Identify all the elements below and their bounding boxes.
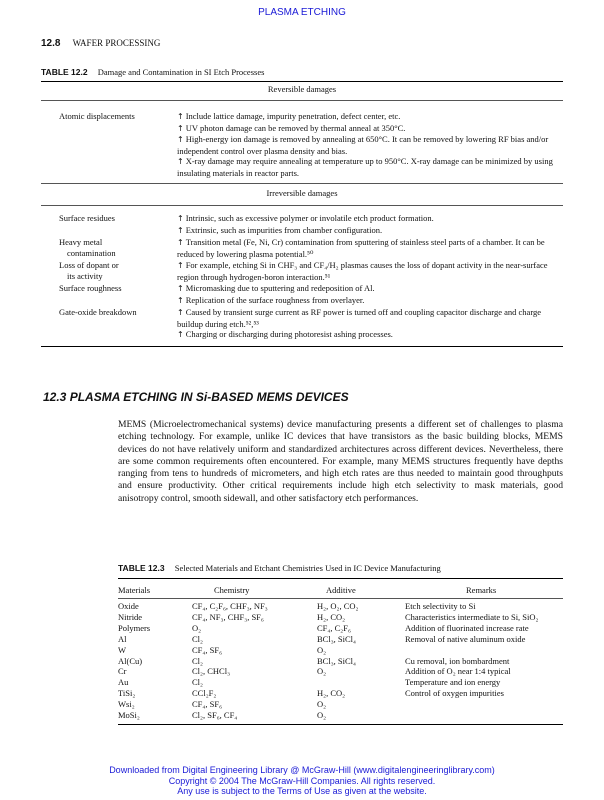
row-description [177,307,557,341]
description-item [177,307,557,329]
cell-additive: H₂, CO₂ [317,611,346,622]
description-text: Replication of the surface roughness from overlayer. [185,294,365,305]
row-label-line: Surface residues [59,213,115,223]
row-label-line: Atomic displacements [59,111,135,121]
cell-additive: O₂ [317,644,327,655]
cell-additive: CF₄, C₂F₆ [317,622,351,633]
cell-additive: O₂ [317,710,327,720]
up-arrow-icon: ↑ [177,135,184,144]
up-arrow-icon: ↑ [177,261,184,270]
cell-remarks: Removal of native aluminum oxide [405,633,526,644]
page-number: 12.8 [41,38,61,49]
description-item [177,295,557,307]
cell-chemistry: CF₄, NF₃, CHF₃, SF₆ [192,611,264,622]
cell-additive: H₂, CO₂ [317,688,346,699]
description-text: Caused by transient surge current as RF power is turned off and coupling capacitor discharge and charge buildup during etch.⁵²,⁵³ [177,307,542,329]
description-text: Include lattice damage, impurity penetration, defect center, etc. [185,111,401,121]
reversible-section-label: Reversible damages [267,84,337,94]
cell-chemistry: CF₄, SF₆ [192,644,223,655]
up-arrow-icon: ↑ [177,238,184,247]
cell-chemistry: CCl₂F₂ [192,688,217,699]
row-label-line: Loss of dopant or [59,260,119,270]
cell-remarks: Characteristics intermediate to Si, SiO₂ [405,611,539,622]
description-item [177,111,557,123]
cell-chemistry: Cl₂, SF₆, CF₄ [192,710,238,720]
table-12-2-label: TABLE 12.2 [41,67,88,77]
col-header-remarks: Remarks [466,585,497,595]
description-text: Micromasking due to sputtering and redeposition of Al. [185,283,375,293]
cell-chemistry: Cl₂, CHCl₃ [192,666,231,677]
footer-line-3: Any use is subject to the Terms of Use as given at the website. [177,786,427,796]
cell-chemistry: Cl₂ [192,677,203,688]
cell-material: Oxide [118,601,139,611]
cell-chemistry: CF₄, SF₆ [192,699,223,710]
description-text: Transition metal (Fe, Ni, Cr) contamination from sputtering of stainless steel parts of a chamber. It can be reduced by lowering plasma potential.⁵⁰ [177,237,545,259]
row-label-line: Gate-oxide breakdown [59,307,137,317]
section-rule [41,205,563,206]
table-3-bottom-rule [118,724,563,725]
table-12-2-caption [41,67,264,77]
cell-chemistry: Cl₂ [192,655,203,666]
page-banner: PLASMA ETCHING [258,7,346,18]
row-description [177,237,557,259]
cell-material: MoSi₂ [118,710,140,720]
cell-chemistry: CF₄, C₂F₆, CHF₃, NF₃ [192,601,268,611]
cell-material: TiSi₂ [118,688,136,699]
row-label [59,283,169,294]
cell-material: Cr [118,666,127,677]
description-text: For example, etching Si in CHF₃ and CF₄/H₂ plasmas causes the loss of dopant activity in the near-surface region through hydrogen-boron interaction.⁵¹ [177,260,548,282]
body-paragraph: MEMS (Microelectromechanical systems) device manufacturing presents a different set of challenges to plasma etching technology. For example, unlike IC devices that have transistors as the basic building blocks, MEMS devices do not have relatively uniform and standardized architectures across different devices. Nevertheless, there are some common requirements often encountered. For example, many MEMS structures frequently have depths ranging from tens to hundreds of micrometers, and high etch rates are thus needed to maintain good throughputs and ensure productivity. Other critical requirements include high etch selectivity to mask materials, good anisotropy control, smooth sidewall, and other satisfactory etch performances. [118,419,563,504]
footer-line-2: Copyright © 2004 The McGraw-Hill Companies. All rights reserved. [168,775,436,786]
description-item [177,260,557,282]
table-3-header-rule [118,598,563,599]
cell-chemistry: O₂ [192,622,202,633]
cell-remarks: Cu removal, ion bombardment [405,655,510,666]
description-item [177,213,557,225]
cell-material: W [118,644,127,655]
up-arrow-icon: ↑ [177,123,184,133]
row-label [59,111,169,122]
table-12-3-title: Selected Materials and Etchant Chemistries Used in IC Device Manufacturing [174,563,441,573]
cell-remarks: Addition of O₂ near 1:4 typical [405,666,511,677]
up-arrow-icon: ↑ [177,295,184,305]
description-text: Intrinsic, such as excessive polymer or involatile etch product formation. [185,213,434,223]
row-label [59,307,169,318]
col-header-chemistry: Chemistry [214,585,250,595]
description-item [177,237,557,259]
row-label [59,260,169,281]
row-label-line: contamination [67,247,116,258]
up-arrow-icon: ↑ [177,225,184,235]
section-heading: 12.3 PLASMA ETCHING IN Si-BASED MEMS DEVICES [43,390,349,404]
row-label-line: Heavy metal [59,237,103,247]
cell-additive: BCl₃, SiCl₄ [317,655,356,666]
section-rule [41,183,563,184]
cell-material: Nitride [118,611,143,622]
cell-material: Wsi₂ [118,699,135,710]
description-item [177,225,557,237]
description-text: Charging or discharging during photoresist ashing processes. [185,329,393,339]
up-arrow-icon: ↑ [177,330,184,339]
up-arrow-icon: ↑ [177,214,184,223]
cell-additive: H₂, O₂, CO₂ [317,601,359,611]
row-label [59,237,169,258]
col-header-additive: Additive [326,585,356,595]
cell-material: Al [118,633,127,644]
footer-line-1[interactable]: Downloaded from Digital Engineering Library @ McGraw-Hill (www.digitalengineeringlibrary.com) [109,765,495,775]
up-arrow-icon: ↑ [177,157,184,166]
col-header-materials: Materials [118,585,151,595]
description-item [177,283,557,295]
row-description [177,283,557,306]
row-description [177,213,557,236]
cell-additive: BCl₃, SiCl₄ [317,633,356,644]
section-rule [41,100,563,101]
description-text: X-ray damage may require annealing at temperature up to 950°C. X-ray damage can be minimized by using insulating materials in reactor parts. [177,156,553,178]
irreversible-section-header [41,188,563,202]
cell-remarks: Temperature and ion energy [405,677,501,688]
cell-additive: O₂ [317,699,327,710]
row-description [177,260,557,282]
up-arrow-icon: ↑ [177,112,184,121]
running-head [41,38,160,49]
download-footer [0,765,604,797]
row-label-line: its activity [67,270,103,281]
up-arrow-icon: ↑ [177,308,184,317]
cell-additive: O₂ [317,666,327,677]
cell-material: Al(Cu) [118,655,143,666]
row-description [177,111,557,178]
description-item [177,134,557,156]
description-item [177,329,557,341]
description-text: Extrinsic, such as impurities from chamber configuration. [185,224,383,235]
description-text: UV photon damage can be removed by thermal anneal at 350°C. [185,122,406,133]
table-bottom-rule [41,346,563,347]
row-label-line: Surface roughness [59,283,122,293]
table-12-2-title: Damage and Contamination in SI Etch Processes [97,67,265,77]
reversible-section-header [41,84,563,98]
irreversible-section-label: Irreversible damages [266,188,338,198]
table-3-top-rule [118,578,563,579]
table-top-rule [41,81,563,82]
cell-material: Polymers [118,622,151,633]
running-head-title: WAFER PROCESSING [72,38,161,48]
cell-material: Au [118,677,129,688]
description-item [177,156,557,178]
cell-remarks: Addition of fluorinated increase rate [405,622,529,633]
cell-remarks: Etch selectivity to Si [405,601,476,611]
row-label [59,213,169,224]
description-item [177,123,557,135]
up-arrow-icon: ↑ [177,284,184,293]
table-12-3-caption [118,563,441,573]
description-text: High-energy ion damage is removed by annealing at 650°C. It can be removed by lowering RF bias and/or independent control over plasma density and bias. [177,134,549,156]
table-12-3-label: TABLE 12.3 [118,563,165,573]
cell-remarks: Control of oxygen impurities [405,688,504,699]
cell-chemistry: Cl₂ [192,633,203,644]
